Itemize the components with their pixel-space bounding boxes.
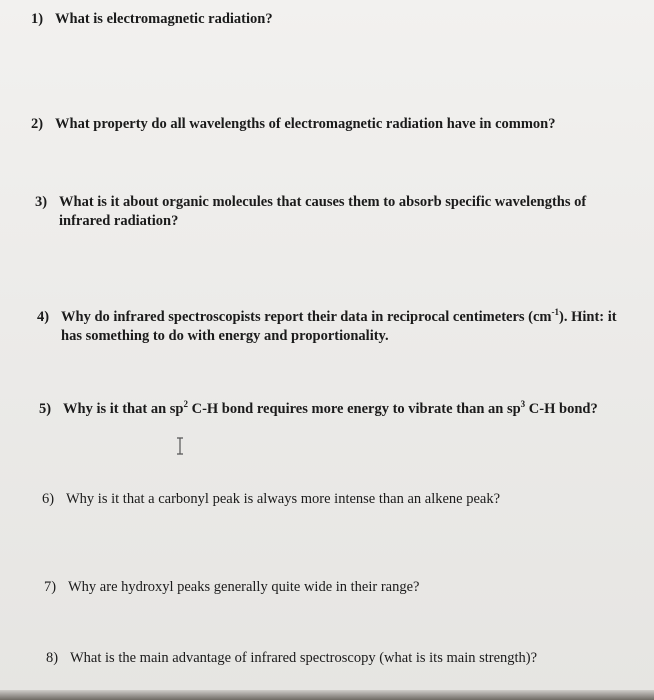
question-text-continued: infrared radiation?: [59, 213, 179, 229]
text-cursor-icon: [175, 437, 185, 455]
question-3: [35, 193, 586, 231]
question-text: What is it about organic molecules that causes them to absorb specific wavelengths of: [59, 194, 587, 210]
superscript-exponent: -1: [551, 307, 560, 317]
question-6: [42, 490, 500, 509]
question-1: [31, 10, 273, 29]
question-text-continued: has something to do with energy and proportionality.: [61, 328, 389, 344]
question-text: Why is it that an $sp^2$ C-H bond requires more energy to vibrate than an $sp^3$ C-H bond?: [63, 399, 598, 417]
question-number: 3): [35, 194, 48, 210]
question-number: 7): [44, 579, 57, 595]
question-text: What is electromagnetic radiation?: [55, 11, 273, 27]
page-bottom-edge: [0, 690, 654, 700]
question-text: What property do all wavelengths of electromagnetic radiation have in common?: [55, 116, 556, 132]
question-number: 5): [39, 401, 52, 417]
question-number: 8): [46, 650, 59, 666]
question-number: 4): [37, 309, 50, 325]
question-text: Why are hydroxyl peaks generally quite wide in their range?: [68, 579, 420, 595]
question-text: What is the main advantage of infrared spectroscopy (what is its main strength)?: [70, 650, 538, 666]
question-text: Why is it that a carbonyl peak is always more intense than an alkene peak?: [66, 491, 501, 507]
superscript-3: 3: [520, 399, 526, 409]
question-number: 1): [31, 11, 44, 27]
question-number: 2): [31, 116, 44, 132]
question-7: [44, 578, 420, 597]
question-text: Why do infrared spectroscopists report their data in reciprocal centimeters $(cm^{-1})$. Hint: it: [61, 307, 617, 325]
question-2: [31, 115, 555, 134]
question-8: [46, 649, 537, 668]
question-number: 6): [42, 491, 55, 507]
question-4: [37, 308, 617, 346]
question-5: [39, 400, 598, 419]
superscript-2: 2: [183, 399, 188, 409]
